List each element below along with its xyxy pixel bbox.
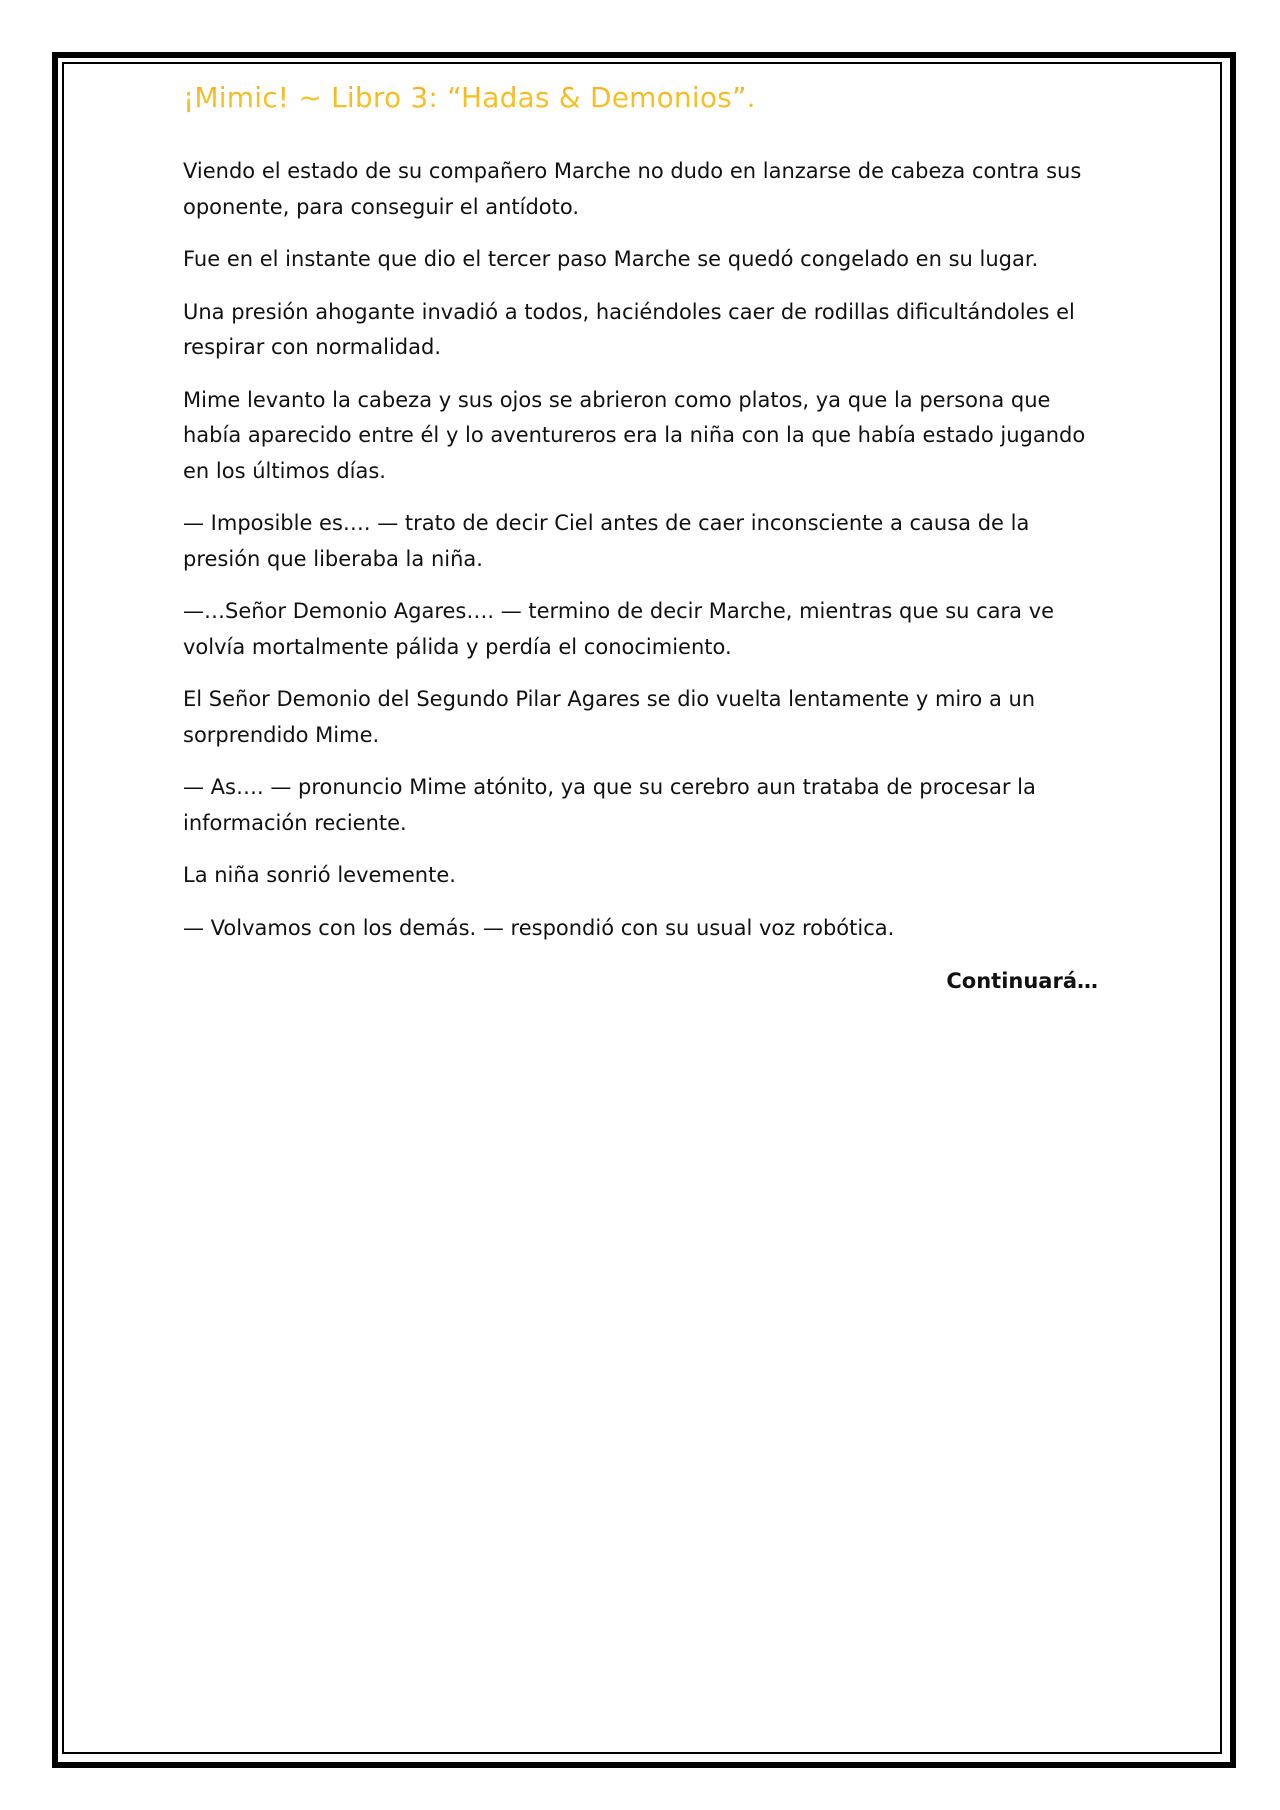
paragraph-6: —…Señor Demonio Agares…. — termino de decir Marche, mientras que su cara ve volvía mortalmente pálida y perdía el conocimiento. <box>183 599 1055 659</box>
paragraph-5: — Imposible es…. — trato de decir Ciel antes de caer inconsciente a causa de la presión que liberaba la niña. <box>183 511 1030 571</box>
paragraph-3: Una presión ahogante invadió a todos, haciéndoles caer de rodillas dificultándoles el respirar con normalidad. <box>183 299 1075 359</box>
document-title: ¡Mimic! ~ Libro 3: “Hadas & Demonios”. <box>183 74 1098 122</box>
document-body <box>183 74 1098 999</box>
paragraph-10: — Volvamos con los demás. — respondió con su usual voz robótica. <box>183 915 895 940</box>
paragraph-8: — As…. — pronuncio Mime atónito, ya que su cerebro aun trataba de procesar la información reciente. <box>183 775 1036 835</box>
paragraph-1: Viendo el estado de su compañero Marche no dudo en lanzarse de cabeza contra sus oponente, para conseguir el antídoto. <box>183 159 1082 219</box>
paragraph-4: Mime levanto la cabeza y sus ojos se abrieron como platos, ya que la persona que había aparecido entre él y lo aventureros era la niña con la que había estado jugando en los últimos días. <box>183 387 1086 483</box>
paragraph-9: La niña sonrió levemente. <box>183 863 456 887</box>
paragraph-2: Fue en el instante que dio el tercer paso Marche se quedó congelado en su lugar. <box>183 247 1039 271</box>
closing-text: Continuará… <box>946 969 1098 993</box>
paragraph-7: El Señor Demonio del Segundo Pilar Agares se dio vuelta lentamente y miro a un sorprendido Mime. <box>183 687 1036 747</box>
